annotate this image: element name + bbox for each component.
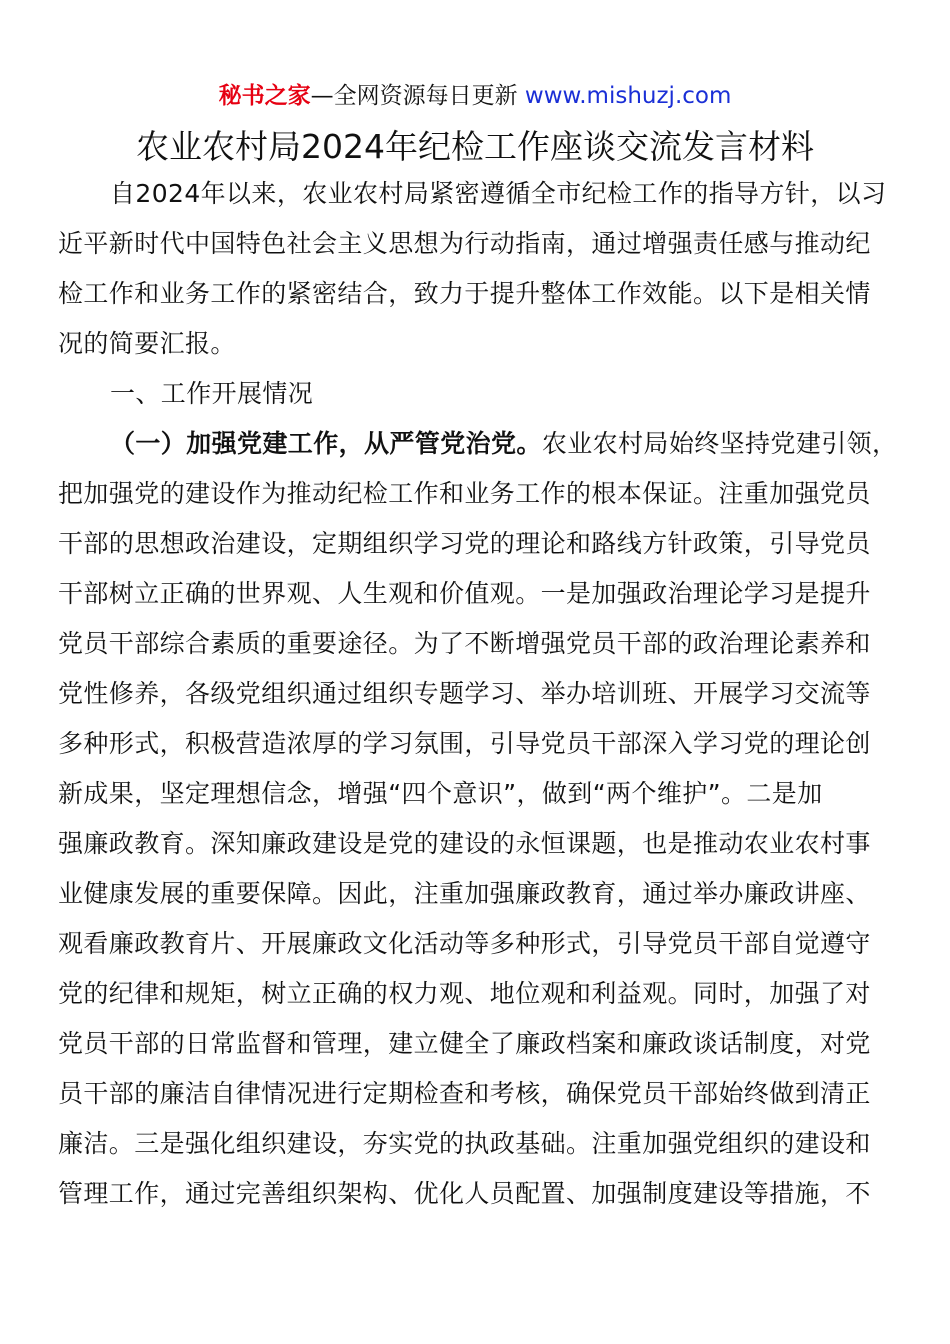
- document-title: 农业农村局2024年纪检工作座谈交流发言材料: [136, 127, 814, 166]
- paragraph-line: 员干部的廉洁自律情况进行定期检查和考核，确保党员干部始终做到清正: [58, 1079, 871, 1108]
- paragraph-line: 党员干部的日常监督和管理，建立健全了廉政档案和廉政谈话制度，对党: [58, 1029, 871, 1058]
- paragraph-line: 管理工作，通过完善组织架构、优化人员配置、加强制度建设等措施，不: [58, 1179, 871, 1208]
- paragraph-line: 新成果，坚定理想信念，增强“四个意识”，做到“两个维护”。二是加: [58, 779, 823, 808]
- paragraph-line: 观看廉政教育片、开展廉政文化活动等多种形式，引导党员干部自觉遵守: [58, 929, 871, 958]
- site-url[interactable]: www.mishuzj.com: [524, 83, 732, 109]
- header-slogan: —全网资源每日更新: [310, 83, 525, 109]
- subsection-first-tail: 农业农村局始终坚持党建引领，: [541, 429, 898, 458]
- subsection-heading: （一）加强党建工作，从严管党治党。: [110, 429, 542, 458]
- paragraph-line: 强廉政教育。深知廉政建设是党的建设的永恒课题，也是推动农业农村事: [58, 829, 871, 858]
- paragraph-line: 业健康发展的重要保障。因此，注重加强廉政教育，通过举办廉政讲座、: [58, 879, 871, 908]
- paragraph-line: 近平新时代中国特色社会主义思想为行动指南，通过增强责任感与推动纪: [58, 229, 871, 258]
- section-heading: 一、工作开展情况: [110, 379, 314, 408]
- paragraph-line: 干部树立正确的世界观、人生观和价值观。一是加强政治理论学习是提升: [58, 579, 871, 608]
- paragraph-line: 检工作和业务工作的紧密结合，致力于提升整体工作效能。以下是相关情: [58, 279, 871, 308]
- paragraph-line: 况的简要汇报。: [58, 329, 236, 358]
- paragraph-line: 干部的思想政治建设，定期组织学习党的理论和路线方针政策，引导党员: [58, 529, 871, 558]
- paragraph-line: 党性修养，各级党组织通过组织专题学习、举办培训班、开展学习交流等: [58, 679, 871, 708]
- paragraph-line: 党的纪律和规矩，树立正确的权力观、地位观和利益观。同时，加强了对: [58, 979, 871, 1008]
- brand-name: 秘书之家: [218, 83, 311, 109]
- paragraph-line: 多种形式，积极营造浓厚的学习氛围，引导党员干部深入学习党的理论创: [58, 729, 871, 758]
- subsection-first-line: [110, 424, 897, 464]
- paragraph-line: 把加强党的建设作为推动纪检工作和业务工作的根本保证。注重加强党员: [58, 479, 871, 508]
- paragraph-line: 自2024年以来，农业农村局紧密遵循全市纪检工作的指导方针，以习: [110, 179, 887, 208]
- paragraph-line: 党员干部综合素质的重要途径。为了不断增强党员干部的政治理论素养和: [58, 629, 871, 658]
- site-header: [0, 80, 950, 112]
- paragraph-line: 廉洁。三是强化组织建设，夯实党的执政基础。注重加强党组织的建设和: [58, 1129, 871, 1158]
